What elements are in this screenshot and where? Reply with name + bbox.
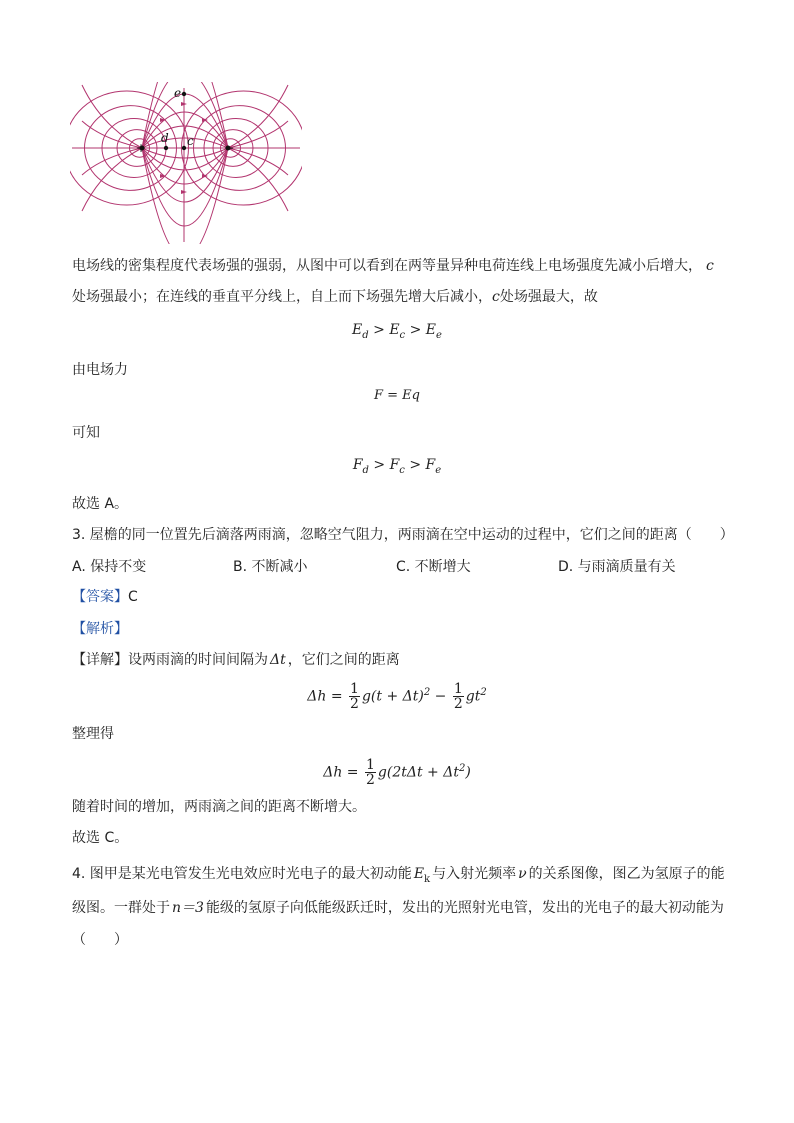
paragraph-1-line-1: 电场线的密集程度代表场强的强弱，从图中可以看到在两等量异种电荷连线上电场强度先减小后增大， c [72, 258, 714, 274]
option-d: D. 与雨滴质量有关 [558, 559, 676, 575]
point-c [182, 146, 186, 150]
equation-forces: $F_d > F_c > F_e$ [352, 457, 442, 476]
answer-line: 【答案】C [72, 589, 138, 605]
paragraph-zhengli: 整理得 [72, 726, 114, 742]
paragraph-1-line-2: 处场强最小；在连线的垂直平分线上，自上而下场强先增大后减小，c处场强最大，故 [72, 289, 598, 305]
field-lines-figure [70, 82, 302, 244]
question-4-line-3: （ ） [72, 932, 128, 948]
equation-force: F = Eq [374, 388, 420, 403]
field-line [228, 121, 288, 148]
option-a: A. 保持不变 [72, 559, 147, 575]
analysis-tag: 【解析】 [72, 621, 128, 637]
question-4-line-2: 级图。一群处于 n＝3 能级的氢原子向低能级跃迁时，发出的光照射光电管，发出的光电子的最大初动能为 [72, 900, 724, 916]
paragraph-3: 可知 [72, 425, 100, 441]
question-4-line-1: 4. 图甲是某光电管发生光电效应时光电子的最大初动能 $E_k$ 与入射光频率 ν 的关系图像，图乙为氢原子的能 [72, 866, 725, 885]
equation-distance: Δh = $\frac{1}{2}$ $g(t + \Delta t)^2$ − $\frac{1}{2}$ $gt^2$ [307, 681, 487, 713]
label-plus: + [136, 141, 147, 155]
label-c: c [187, 134, 194, 148]
paragraph-increase: 随着时间的增加，两雨滴之间的距离不断增大。 [72, 799, 366, 815]
field-line [228, 148, 288, 175]
label-minus: − [224, 141, 235, 155]
equation-field-strength: $E_d > E_c > E_e$ [352, 322, 442, 341]
label-e: e [174, 86, 182, 100]
point-d [164, 146, 168, 150]
field-line [142, 148, 228, 244]
point-e [182, 92, 186, 96]
paragraph-2: 由电场力 [72, 362, 128, 378]
answer-tag: 【答案】 [72, 589, 128, 605]
field-line [82, 148, 142, 175]
option-b: B. 不断减小 [233, 559, 308, 575]
conclusion-a: 故选 A。 [72, 496, 129, 512]
question-3: 3. 屋檐的同一位置先后滴落两雨滴，忽略空气阻力，两雨滴在空中运动的过程中，它们之间的距离（ ） [72, 527, 734, 543]
conclusion-c: 故选 C。 [72, 830, 129, 846]
label-d: d [161, 131, 169, 145]
equation-simplified: Δh = $\frac{1}{2}$ $g(2t\Delta t + \Delta t^2)$ [323, 757, 471, 789]
option-c: C. 不断增大 [396, 559, 471, 575]
field-line [82, 121, 142, 148]
detail-line: 【详解】设两雨滴的时间间隔为 Δt ，它们之间的距离 [72, 652, 400, 668]
